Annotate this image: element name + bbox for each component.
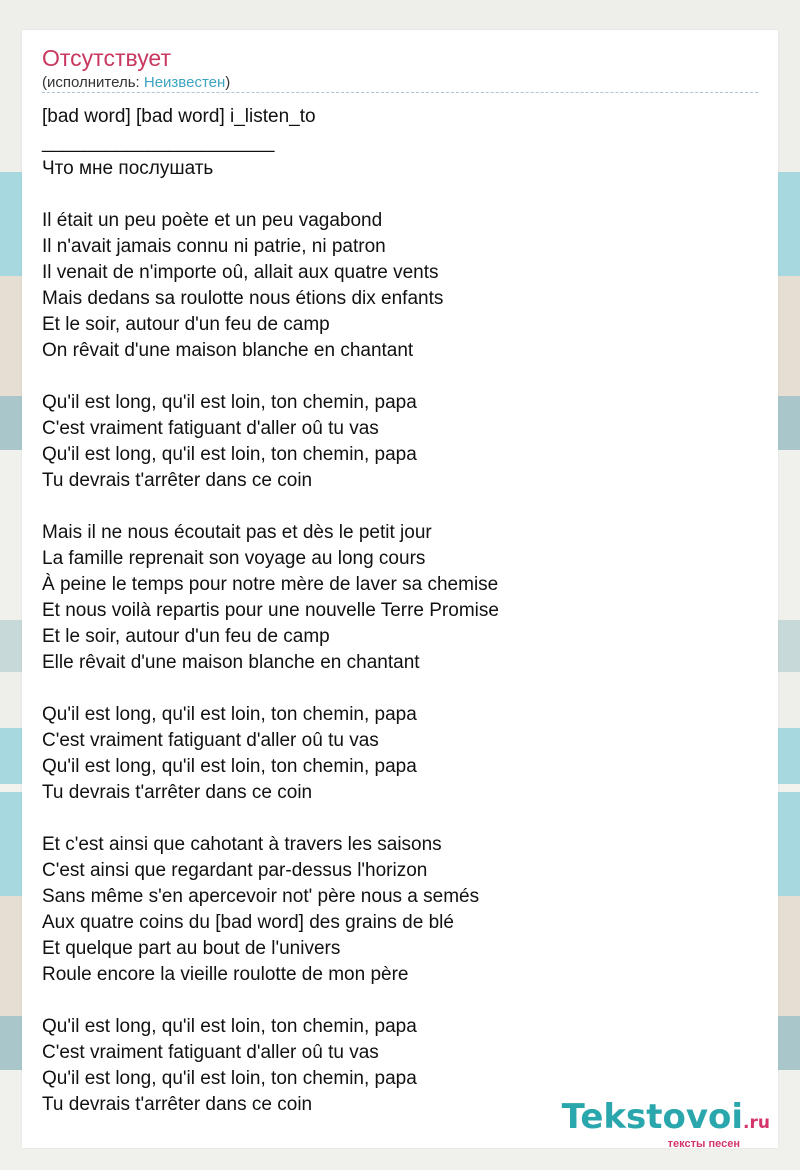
lyric-line <box>42 182 758 208</box>
lyric-line: On rêvait d'une maison blanche en chantant <box>42 340 414 361</box>
lyric-line: Et c'est ainsi que cahotant à travers les saisons <box>42 834 442 855</box>
lyrics-body <box>42 104 758 1118</box>
lyric-line: Mais il ne nous écoutait pas et dès le petit jour <box>42 522 432 543</box>
lyric-line: À peine le temps pour notre mère de laver sa chemise <box>42 574 499 595</box>
lyric-line: Il était un peu poète et un peu vagabond <box>42 210 383 231</box>
lyric-line: Qu'il est long, qu'il est loin, ton chemin, papa <box>42 704 417 725</box>
lyric-line: C'est vraiment fatiguant d'aller oû tu vas <box>42 730 379 751</box>
artist-link[interactable]: Неизвестен <box>143 74 226 91</box>
lyric-line: Tu devrais t'arrêter dans ce coin <box>42 470 313 491</box>
lyric-line <box>42 494 758 520</box>
lyric-line <box>42 988 758 1014</box>
lyric-line: Qu'il est long, qu'il est loin, ton chemin, papa <box>42 756 417 777</box>
lyric-line: C'est vraiment fatiguant d'aller oû tu vas <box>42 418 379 439</box>
lyric-line: Elle rêvait d'une maison blanche en chantant <box>42 652 420 673</box>
lyric-line: Qu'il est long, qu'il est loin, ton chemin, papa <box>42 444 417 465</box>
lyric-line: Mais dedans sa roulotte nous étions dix enfants <box>42 288 444 309</box>
lyric-line: Et le soir, autour d'un feu de camp <box>42 626 330 647</box>
lyric-line: Qu'il est long, qu'il est loin, ton chemin, papa <box>42 1068 417 1089</box>
lyric-line: Tu devrais t'arrêter dans ce coin <box>42 782 313 803</box>
lyrics-card <box>22 30 778 1148</box>
artist-prefix: (исполнитель: <box>42 74 144 91</box>
lyric-line: Qu'il est long, qu'il est loin, ton chemin, papa <box>42 392 417 413</box>
artist-suffix: ) <box>225 74 231 91</box>
lyric-line: La famille reprenait son voyage au long cours <box>42 548 426 569</box>
lyric-line: Roule encore la vieille roulotte de mon père <box>42 964 409 985</box>
logo-domain-suffix: .ru <box>743 1113 770 1133</box>
lyric-line: Aux quatre coins du [bad word] des grains de blé <box>42 912 454 933</box>
lyric-line <box>42 676 758 702</box>
lyric-line: Что мне послушать <box>42 158 214 179</box>
site-logo[interactable] <box>561 1097 770 1150</box>
lyric-line <box>42 806 758 832</box>
lyric-line: Tu devrais t'arrêter dans ce coin <box>42 1094 313 1115</box>
lyric-line: ______________________ <box>42 132 275 153</box>
lyric-line: C'est ainsi que regardant par-dessus l'horizon <box>42 860 428 881</box>
lyric-line: C'est vraiment fatiguant d'aller oû tu vas <box>42 1042 379 1063</box>
lyric-line: Et le soir, autour d'un feu de camp <box>42 314 330 335</box>
lyric-line: Il venait de n'importe oû, allait aux quatre vents <box>42 262 439 283</box>
header-divider <box>42 92 758 93</box>
artist-line <box>42 73 230 93</box>
lyric-line: Qu'il est long, qu'il est loin, ton chemin, papa <box>42 1016 417 1037</box>
lyric-line: Et quelque part au bout de l'univers <box>42 938 341 959</box>
lyric-line: Sans même s'en apercevoir not' père nous a semés <box>42 886 480 907</box>
lyric-line <box>42 364 758 390</box>
lyric-line: Et nous voilà repartis pour une nouvelle Terre Promise <box>42 600 499 621</box>
logo-tagline: тексты песен <box>667 1138 740 1150</box>
logo-main-text: Tekstovoi <box>561 1097 744 1137</box>
song-title: Отсутствует <box>42 45 171 71</box>
lyric-line: [bad word] [bad word] i_listen_to <box>42 106 316 127</box>
lyric-line: Il n'avait jamais connu ni patrie, ni patron <box>42 236 386 257</box>
